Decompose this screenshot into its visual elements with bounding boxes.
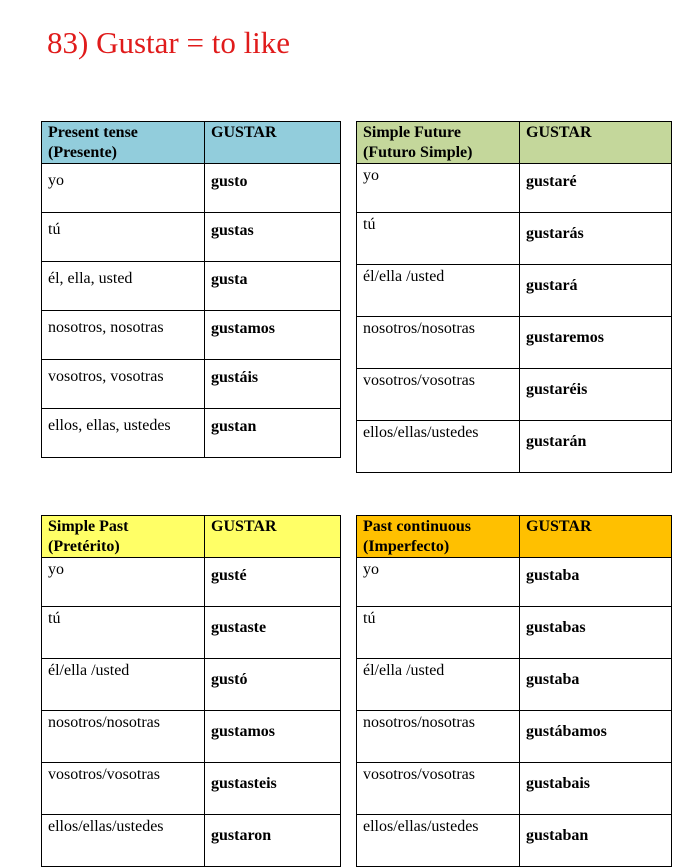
table-row [42,213,341,262]
pronoun-cell: nosotros/nosotras [42,711,205,763]
tense-name: Simple Past [48,518,129,535]
table-row [42,360,341,409]
pronoun-cell: él/ella /usted [357,265,520,317]
pronoun-cell: nosotros/nosotras [357,711,520,763]
table-header-row [42,516,341,558]
conjugation-cell: gustaban [520,815,672,867]
pronoun-cell: tú [42,213,205,262]
pronoun-cell: tú [42,607,205,659]
tense-name: Present tense [48,124,138,141]
table-header-row [357,122,672,164]
pronoun-cell: yo [42,558,205,607]
pronoun-cell: vosotros/vosotras [357,763,520,815]
table-row [357,213,672,265]
tense-name-spanish: (Pretérito) [48,538,120,555]
tense-header-cell [357,516,520,558]
table-row [42,763,341,815]
table-row [357,265,672,317]
pronoun-cell: él/ella /usted [42,659,205,711]
table-row [42,711,341,763]
table-row [42,607,341,659]
simple-past-table [41,515,341,867]
past-continuous-table [356,515,672,867]
pronoun-cell: nosotros/nosotras [357,317,520,369]
conjugation-cell: gustaréis [520,369,672,421]
conjugation-cell: gustabais [520,763,672,815]
conjugation-cell: gustas [205,213,341,262]
table-row [42,409,341,458]
table-row [42,262,341,311]
pronoun-cell: nosotros, nosotras [42,311,205,360]
table-row [357,369,672,421]
tense-name: Past continuous [363,518,472,535]
pronoun-cell: tú [357,607,520,659]
conjugation-cell: gustaba [520,659,672,711]
pronoun-cell: vosotros/vosotras [357,369,520,421]
table-row [357,815,672,867]
tense-name-spanish: (Futuro Simple) [363,144,473,161]
pronoun-cell: él/ella /usted [357,659,520,711]
conjugation-cell: gustamos [205,711,341,763]
tense-header-cell [42,516,205,558]
conjugation-cell: gustábamos [520,711,672,763]
table-row [42,659,341,711]
conjugation-cell: gustamos [205,311,341,360]
conjugation-cell: gustaré [520,164,672,213]
table-row [357,607,672,659]
pronoun-cell: ellos/ellas/ustedes [42,815,205,867]
verb-header-cell: GUSTAR [205,516,341,558]
simple-future-table [356,121,672,473]
conjugation-cell: gustaron [205,815,341,867]
table-row [357,421,672,473]
table-row [357,659,672,711]
pronoun-cell: yo [357,164,520,213]
table-row [42,311,341,360]
conjugation-cell: gustarás [520,213,672,265]
table-row [357,763,672,815]
verb-header-cell: GUSTAR [205,122,341,164]
verb-header-cell: GUSTAR [520,122,672,164]
pronoun-cell: él, ella, usted [42,262,205,311]
tense-header-cell [42,122,205,164]
conjugation-cell: gusté [205,558,341,607]
tense-name: Simple Future [363,124,461,141]
pronoun-cell: vosotros/vosotras [42,763,205,815]
conjugation-cell: gustabas [520,607,672,659]
table-row [357,164,672,213]
conjugation-cell: gustasteis [205,763,341,815]
table-header-row [42,122,341,164]
conjugation-cell: gustarán [520,421,672,473]
verb-header-cell: GUSTAR [520,516,672,558]
conjugation-cell: gustó [205,659,341,711]
tense-name-spanish: (Imperfecto) [363,538,450,555]
pronoun-cell: ellos/ellas/ustedes [357,815,520,867]
table-row [42,558,341,607]
pronoun-cell: yo [42,164,205,213]
tense-name-spanish: (Presente) [48,144,117,161]
conjugation-cell: gustaste [205,607,341,659]
conjugation-cell: gusta [205,262,341,311]
present-tense-table [41,121,341,458]
conjugation-cell: gustaremos [520,317,672,369]
pronoun-cell: vosotros, vosotras [42,360,205,409]
table-row [357,711,672,763]
tense-header-cell [357,122,520,164]
table-row [42,164,341,213]
pronoun-cell: ellos, ellas, ustedes [42,409,205,458]
pronoun-cell: tú [357,213,520,265]
conjugation-cell: gusto [205,164,341,213]
table-row [357,558,672,607]
table-header-row [357,516,672,558]
table-row [357,317,672,369]
table-row [42,815,341,867]
conjugation-cell: gustan [205,409,341,458]
pronoun-cell: yo [357,558,520,607]
page-title: 83) Gustar = to like [47,25,291,60]
conjugation-cell: gustaba [520,558,672,607]
pronoun-cell: ellos/ellas/ustedes [357,421,520,473]
conjugation-cell: gustáis [205,360,341,409]
conjugation-cell: gustará [520,265,672,317]
